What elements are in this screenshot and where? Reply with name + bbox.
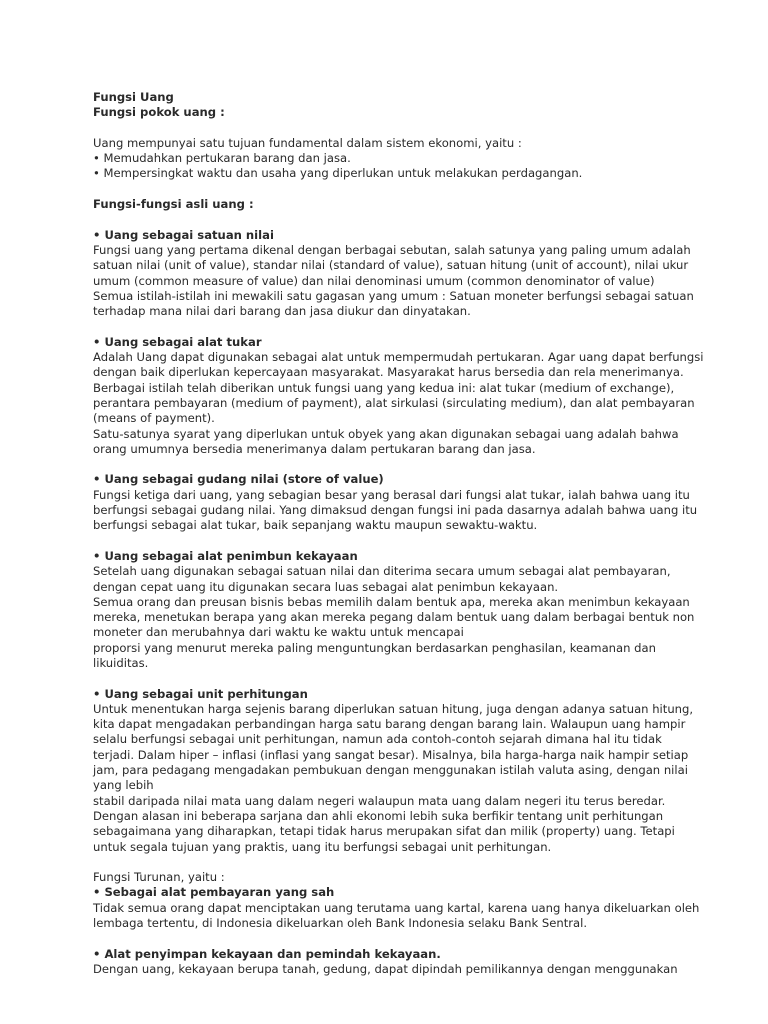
section-heading: • Uang sebagai alat tukar [93, 334, 262, 349]
section-heading: • Uang sebagai satuan nilai [93, 227, 274, 242]
intro-line: Uang mempunyai satu tujuan fundamental dalam sistem ekonomi, yaitu : [93, 135, 522, 150]
section-penyimpan-kekayaan [93, 947, 683, 978]
section-gudang-nilai [93, 472, 698, 533]
paragraph-line: Tidak semua orang dapat menciptakan uang terutama uang kartal, karena uang hanya dikeluarkan oleh [93, 900, 700, 915]
paragraph-line: Setelah uang digunakan sebagai satuan nilai dan diterima secara umum sebagai alat pembayaran, [93, 564, 671, 579]
paragraph-line: dengan cepat uang itu digunakan secara luas sebagai alat penimbun kekayaan. [93, 579, 559, 594]
paragraph-line: Untuk menentukan harga sejenis barang diperlukan satuan hitung, juga dengan adanya satuan hitung, [93, 701, 694, 716]
paragraph-line: Semua istilah-istilah ini mewakili satu gagasan yang umum : Satuan moneter berfungsi sebagai satuan [93, 288, 694, 303]
original-functions-heading: Fungsi-fungsi asli uang : [93, 197, 254, 212]
paragraph-line: dengan baik diperlukan kepercayaan masyarakat. Masyarakat harus bersedia dan rela menerimanya. [93, 365, 684, 380]
section-heading: • Sebagai alat pembayaran yang sah [93, 885, 335, 900]
section-heading: • Uang sebagai alat penimbun kekayaan [93, 548, 358, 563]
section-heading: • Alat penyimpan kekayaan dan pemindah kekayaan. [93, 946, 441, 961]
section-alat-tukar [93, 334, 704, 457]
paragraph-line: likuiditas. [93, 655, 149, 670]
paragraph-line: proporsi yang menurut mereka paling menguntungkan berdasarkan penghasilan, keamanan dan [93, 640, 656, 655]
section-heading: • Uang sebagai gudang nilai (store of value) [93, 472, 384, 487]
paragraph-line: berfungsi sebagai gudang nilai. Yang dimaksud dengan fungsi ini pada dasarnya adalah bahwa uang itu [93, 503, 698, 518]
section-satuan-nilai [93, 227, 694, 320]
section-alat-pembayaran-sah [93, 885, 700, 931]
section-penimbun-kekayaan [93, 548, 695, 671]
section-heading: • Uang sebagai unit perhitungan [93, 686, 308, 701]
paragraph-line: satuan nilai (unit of value), standar nilai (standard of value), satuan hitung (unit of account), nilai ukur [93, 258, 689, 273]
paragraph-line: moneter dan merubahnya dari waktu ke waktu untuk mencapai [93, 625, 464, 640]
paragraph-line: berfungsi sebagai alat tukar, baik sepanjang waktu maupun sewaktu-waktu. [93, 518, 538, 533]
paragraph-line: terhadap mana nilai dari barang dan jasa diukur dan dinyatakan. [93, 304, 471, 319]
paragraph-line: kita dapat mengadakan perbandingan harga satu barang dengan barang lain. Walaupun uang hampir [93, 717, 686, 732]
paragraph-line: orang umumnya bersedia menerimanya dalam pertukaran barang dan jasa. [93, 441, 536, 456]
paragraph-line: Fungsi ketiga dari uang, yang sebagian besar yang berasal dari fungsi alat tukar, ialah bahwa uang itu [93, 487, 690, 502]
paragraph-line: Berbagai istilah telah diberikan untuk fungsi uang yang kedua ini: alat tukar (medium of exchange), [93, 380, 675, 395]
paragraph-line: selalu berfungsi sebagai unit perhitungan, namun ada contoh-contoh sejarah dimana hal itu tidak [93, 732, 662, 747]
paragraph-line: (means of payment). [93, 411, 215, 426]
paragraph-line: terjadi. Dalam hiper – inflasi (inflasi yang sangat besar). Misalnya, bila harga-harga naik hampir setiap [93, 747, 689, 762]
intro-bullet: • Mempersingkat waktu dan usaha yang diperlukan untuk melakukan perdagangan. [93, 166, 583, 181]
paragraph-line: Satu-satunya syarat yang diperlukan untuk obyek yang akan digunakan sebagai uang adalah bahwa [93, 426, 679, 441]
intro-bullet: • Memudahkan pertukaran barang dan jasa. [93, 151, 351, 166]
paragraph-line: stabil daripada nilai mata uang dalam negeri walaupun mata uang dalam negeri itu terus beredar. [93, 793, 666, 808]
paragraph-line: umum (common measure of value) dan nilai denominasi umum (common denominator of value) [93, 273, 655, 288]
paragraph-line: untuk segala tujuan yang praktis, uang itu berfungsi sebagai unit perhitungan. [93, 839, 552, 854]
intro-block [93, 136, 683, 182]
derived-functions-heading: Fungsi Turunan, yaitu : [93, 870, 225, 885]
paragraph-line: lembaga tertentu, di Indonesia dikeluarkan oleh Bank Indonesia selaku Bank Sentral. [93, 916, 588, 931]
paragraph-line: yang lebih [93, 778, 154, 793]
paragraph-line: Dengan alasan ini beberapa sarjana dan ahli ekonomi lebih suka berfikir tentang unit perhitungan [93, 808, 664, 823]
doc-title: Fungsi Uang [93, 90, 174, 104]
paragraph-line: Dengan uang, kekayaan berupa tanah, gedung, dapat dipindah pemilikannya dengan menggunakan [93, 961, 678, 976]
paragraph-line: Adalah Uang dapat digunakan sebagai alat untuk mempermudah pertukaran. Agar uang dapat berfungsi [93, 350, 704, 365]
section-unit-perhitungan [93, 686, 694, 855]
paragraph-line: jam, para pedagang mengadakan pembukuan dengan menggunakan istilah valuta asing, dengan nilai [93, 763, 688, 778]
document-page [93, 90, 704, 977]
paragraph-line: Fungsi uang yang pertama dikenal dengan berbagai sebutan, salah satunya yang paling umum adalah [93, 242, 691, 257]
paragraph-line: mereka, menetukan berapa yang akan mereka pegang dalam bentuk uang dalam berbagai bentuk non [93, 610, 695, 625]
doc-subtitle: Fungsi pokok uang : [93, 105, 225, 120]
paragraph-line: sebagaimana yang diharapkan, tetapi tidak harus merupakan sifat dan milik (property) uang. Tetapi [93, 824, 675, 839]
paragraph-line: perantara pembayaran (medium of payment), alat sirkulasi (sirculating medium), dan alat pembayaran [93, 395, 695, 410]
paragraph-line: Semua orang dan preusan bisnis bebas memilih dalam bentuk apa, mereka akan menimbun kekayaan [93, 594, 690, 609]
